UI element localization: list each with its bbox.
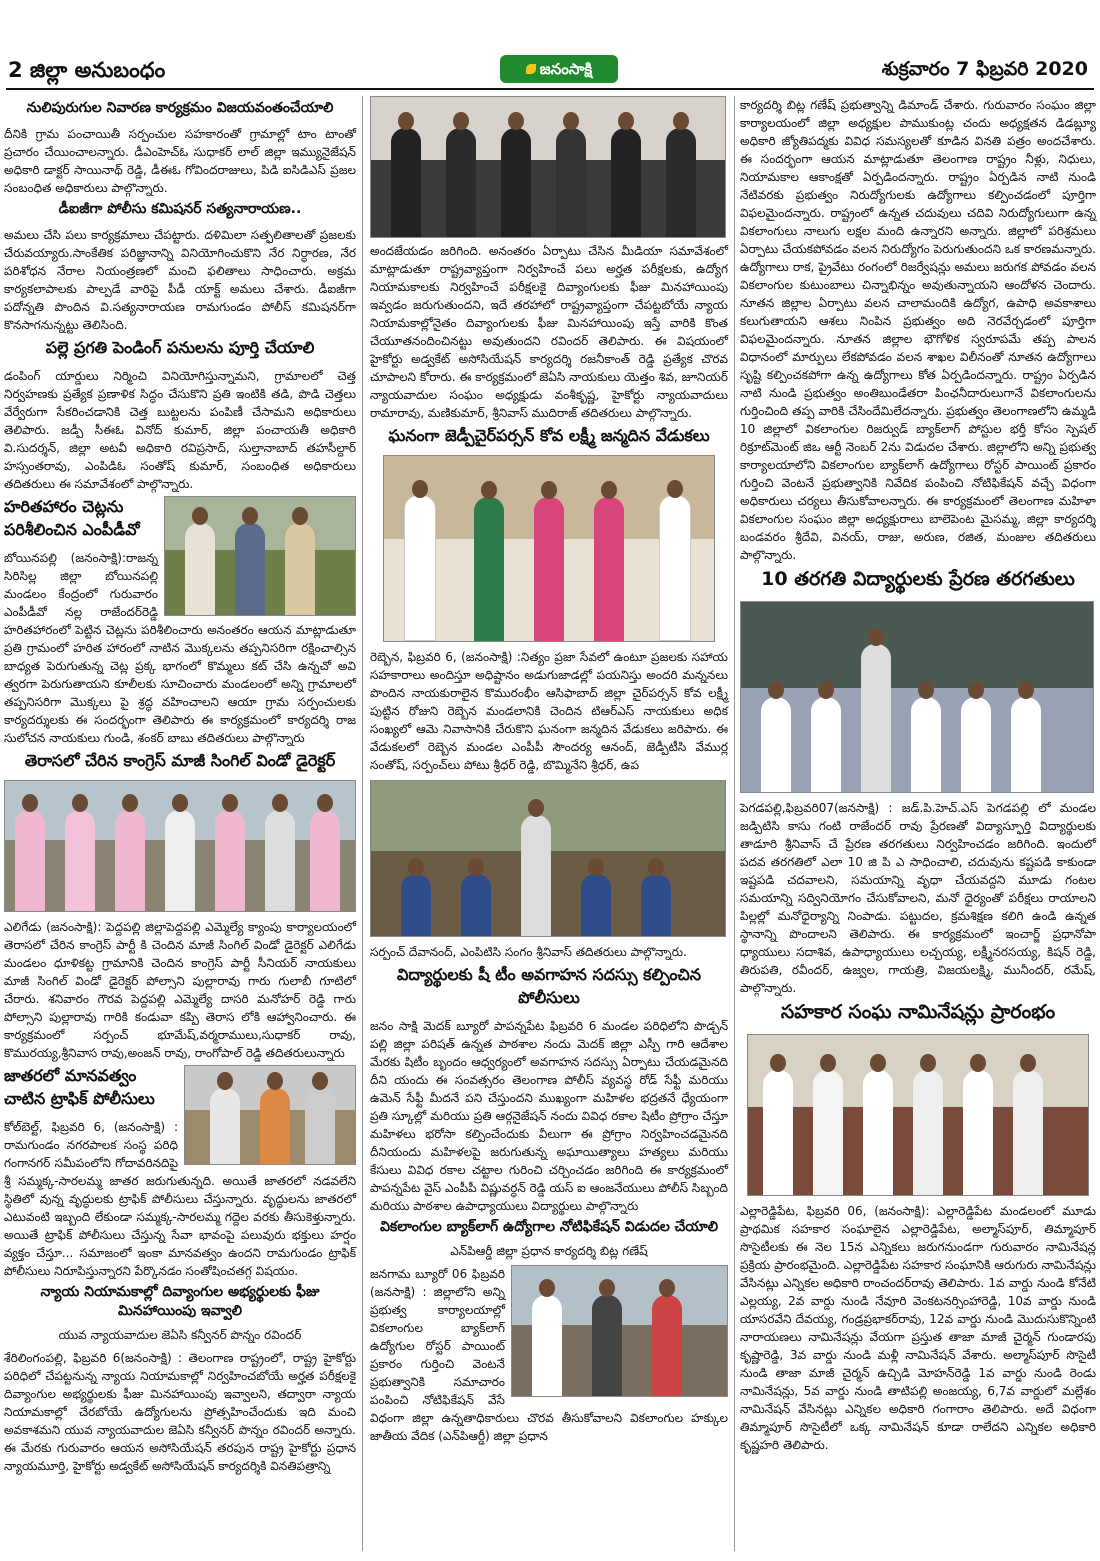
headline: విద్యార్థులకు షీ టీం అవగాహన సదస్సు కల్పించిన పోలీసులు — [397, 965, 701, 1007]
headline: వికలాంగుల బ్యాక్‌లాగ్ ఉద్యోగాల నోటిఫికేషన్ విడుదల చేయాలి — [379, 1219, 719, 1235]
article-body: డంపింగ్ యార్డులు నిర్మించి వినియోగిస్తున్నామని, గ్రామాలలో చెత్త నిర్వహణకు ప్రత్యేక ప్రణాళిక సిద్ధం చేసుకొని ప్రతి ఇంటికి తడి, పొడి చెత్తలు వేర్వేరుగా సేకరించడానికి చెత్త బుట్టలను పంపిణీ చేసామని అధికారులు తెలిపారు. జడ్పీ సీఈఓ వినోద్ కుమార్, జిల్లా పంచాయతీ అధికారి వి.సుదర్శన్, జిల్లా అటవీ అధికారి రవిప్రసాద్, సుల్తానాబాద్ తహసీల్దార్ హస్సంతరావు, ఎంపిడిఓ సంతోష్ కుమార్, సంబంధిత అధికారులు తదితరులు ఈ సమావేశంలో పాల్గొన్నారు. — [4, 369, 356, 491]
article-photo — [740, 601, 1094, 793]
masthead — [0, 0, 1100, 92]
masthead-rule — [6, 88, 1094, 90]
column-divider — [734, 96, 735, 1551]
headline: హరితహారం చెట్లను పరిశీలించిన ఎంపీడీవో — [4, 497, 140, 539]
column-2 — [370, 96, 728, 1448]
subheadline: యువ న్యాయవాదుల జెఏసి కన్వీనర్ పొన్నం రవిందర్ — [58, 1328, 302, 1342]
article-photo — [511, 1265, 728, 1397]
article-photo — [370, 96, 726, 238]
article-body: జనం సాక్షి మెదక్ బ్యూరో పాపన్నపేట ఫిబ్రవరి 6 మండల పరిధిలోని పొడ్చన్ పల్లి జిల్లా పరిషత్ ఉన్నత పాఠశాల నందు మెదక్ జిల్లా ఎస్పీ గారి ఆదేశాల మేరకు షిటీం బృందం ఆధ్వర్యంలో అవగాహన సదస్సు ఏర్పాటు చేయడమైనది దీని యందు ఈ సంవత్సరం తెలంగాణ పోలీస్ వ్యవస్థ రోడ్ సేఫ్టీ మరియు ఉమెన్ సేఫ్టీ మీదనే పని చేస్తుందని ముఖ్యంగా మహిళల భద్రతనే ధ్యేయంగా ప్రతి స్కూల్లో మరియు ప్రతి ఆర్గనైజేషన్ నందు వివిధ రకాల షిటీం ప్రోగ్రాం చేస్తూ మహిళలు భరోసా కల్పించేందుకు వీలుగా ఈ ప్రోగ్రాం నిర్వహించడమైనది దీనియందు మహిళలపై జరుగుతున్న అఘాయిత్యాలు హత్యలు మరియు కేసులు వివిధ రకాల చట్టాల గురించి చర్చించడం జరిగింది ఈ కార్యక్రమంలో పాపన్నపేట వైస్ ఎంపీపీ విష్ణువర్ధన్ రెడ్డి యస్ ఐ ఆంజనేయులు పోలీస్ సిబ్బంది మరియు పాఠశాల ఉపాధ్యాయులు విద్యార్థులు పాల్గొన్నారు — [370, 1019, 728, 1213]
headline: న్యాయ నియామకాల్లో దివ్యాంగుల అభ్యర్థులకు ఫీజు మినహాయింపు ఇవ్వాలి — [40, 1284, 320, 1319]
article-body: రెబ్బెన, ఫిబ్రవరి 6, (జనంసాక్షి) :నిత్యం ప్రజా సేవలో ఉంటూ ప్రజలకు సహాయ సహకారాలు అందిస్తూ అధిష్టానం అడుగుజాడల్లో పయనిస్తు అందరి మన్ననలు పొందిన నాయకురాలైన కొమురంభీం ఆసిఫాబాద్ జిల్లా చైర్‌పర్సన్ కోవ లక్ష్మీ పుట్టిన రోజుని రెబ్బెన మండలానికి చెందిన టిఆర్ఎస్ నాయకులు అధిక సంఖ్యలో ఆమె నివాసానికి చేరుకొని ఘనంగా జన్మదిన వేడుకలు జరిపారు. ఈ వేడుకలలో రెబ్బెన మండల ఎంపీపీ సౌందర్య ఆనంద్, జెడ్పీటీసి వేముర్ల సంతోష్, సర్పంచ్‌లు పోటు శ్రీధర్ రెడ్డి, బొమ్మినేని శ్రీధర్, ఉప — [370, 650, 728, 772]
headline: నులిపురుగుల నివారణ కార్యక్రమం విజయవంతంచేయాలి — [26, 100, 334, 116]
headline: ఘనంగా జెడ్పీచైర్‌పర్సన్ కోవ లక్ష్మీ జన్మదిన వేడుకలు — [388, 426, 710, 445]
headline: తెరాసలో చేరిన కాంగ్రెస్ మాజీ సింగిల్ విండో డైరెక్టర్ — [24, 751, 336, 770]
article-body: కోల్‌బెల్ట్, ఫిబ్రవరి 6, (జనంసాక్షి) : రామగుండం నగరపాలక సంస్థ పరిధి గంగానగర్ సమీపంలోని గోదావరినదిపై శ్రీ సమ్మక్క-సారలమ్మ జాతర జరుగుతున్నది. అయితే జాతరలో నడవలేని స్థితిలో వున్న వృద్ధులకు ట్రాఫిక్ పోలీసులు చేస్తున్నారు. వృద్ధులను జాతరలో ఎటువంటి ఇబ్బంది లేకుండా సమ్మక్క-సారలమ్మ గద్దెల వరకు తీసుకెళ్తున్నారు. అయితే ట్రాఫిక్ పోలీసులు చేస్తున్న సేవా భావంపై పలువురు భక్తులు హర్షం వ్యక్తం చేస్తూ... సమాజంలో ఇంకా మానవత్వం ఉందని రామగుండం ట్రాఫిక్ పోలీసులు నిరూపిస్తున్నారని పేర్కొనడం సంతోషించతగ్గ విషయం. — [4, 1120, 356, 1278]
article-photo — [164, 496, 356, 616]
leaf-icon — [526, 64, 536, 74]
article-photo — [383, 455, 715, 642]
newspaper-logo — [500, 55, 618, 83]
headline: డీఐజీగా పోలీసు కమిషనర్ సత్యనారాయణ.. — [58, 201, 302, 217]
headline: 10 తరగతి విద్యార్థులకు ప్రేరణ తరగతులు — [761, 568, 1075, 590]
article-photo — [184, 1065, 356, 1165]
headline: జాతరలో మానవత్వం చాటిన ట్రాఫిక్ పోలీసులు — [4, 1066, 155, 1108]
article-body: శేరిలింగంపల్లి, ఫిబ్రవరి 6(జనంసాక్షి) : తెలంగాణ రాష్ట్రంలో, రాష్ట్ర హైకోర్టు పరిధిలో చేపట్టనున్న న్యాయ నియామకాల్లో నిర్వహించబోయే అర్హత పరీక్షలకై దివ్యాంగుల అభ్యర్థులకు ఫీజు మినహాయింపు ఇవ్వాలని, తద్వారా న్యాయ నియామకాల్లో చేరబోయే ఉద్యోగులను ప్రోత్సహించేందుకు ఇది మంచి అవకాశమని యువ న్యాయవాదుల జెఏసి కన్వీనర్ పొన్నం రవిందర్ అన్నారు. ఈ మేరకు గురువారం ఆయన అసోసియేషన్ తరపున రాష్ట్ర హైకోర్టు ప్రధాన న్యాయమూర్తి, హైకోర్టు అడ్వకేట్ అసోసియేషన్ కార్యదర్శికి వినతిపత్రాన్ని — [4, 1351, 356, 1473]
page-section-label: 2 జిల్లా అనుబంధం — [8, 58, 166, 82]
headline: సహకార సంఘ నామినేషన్లు ప్రారంభం — [780, 1001, 1056, 1023]
article-body: జనగామ బ్యూరో 06 ఫిబ్రవరి (జనసాక్షి) : జిల్లాలోని అన్ని ప్రభుత్వ కార్యాలయాల్లో వికలాంగుల బ్యాక్‌లాగ్ ఉద్యోగుల రోస్టర్ పాయింట్ ప్రకారం గుర్తించి వెంటనే ప్రభుత్వానికి సమాచారం పంపించి నోటిఫికేషన్ వేసే విధంగా జిల్లా ఉన్నతాధికారులు చొరవ తీసుకోవాలని వికలాంగుల హక్కుల జాతీయ వేదిక (ఎన్‌పిఆర్డీ) జిల్లా ప్రధాన — [370, 1267, 728, 1443]
column-divider — [362, 96, 363, 1551]
photo-caption: సర్పంచ్ దేవానంద్, ఎంపిటిసి సంగం శ్రీనివాస్ తదితరులు పాల్గొన్నారు. — [370, 945, 687, 959]
article-body: బోయినపల్లి (జనంసాక్షి):రాజన్న సిరిసిల్ల జిల్లా బోయినపల్లి మండలం కేంద్రంలో గురువారం ఎంపీడీవో నల్ల రాజేందర్‌రెడ్డి హరితహారంలో పెట్టిన చెట్లను పరిశీలించారు అనంతరం ఆయన మాట్లాడుతూ ప్రతి గ్రామంలో హరిత హారంలో నాటిన మొక్కలను తప్పనిసరిగా రక్షించాల్సిన బాధ్యత పెరుగుతున్న చెట్ల ప్రక్క భాగంలో కొమ్మలు కట్ చేసి ఉన్నచో అవి త్వరగా పెరుగుతాయని కూలీలకు సూచించారు మండలంలో అన్ని గ్రామాలలో తప్పనిసరిగా మొక్కలు పై శ్రద్ధ వహించాలని ఆయా గ్రామ సర్పంచులకు కార్యదర్శులకు ఈ సందర్భంగా తెలిపారు ఈ కార్యక్రమంలో కార్యదర్శి రాజ సులోచన నాయకులు గుండి, శంకర్ బాబు తదితరులు పాల్గొన్నారు — [4, 551, 356, 745]
logo-text: జనంసాక్షి — [539, 60, 593, 78]
article-body: అందజేయడం జరిగింది. అనంతరం ఏర్పాటు చేసిన మీడియా సమావేశంలో మాట్లాడుతూ రాష్ట్రవ్యాప్తంగా నిర్వహించే పలు అర్హత పరీక్షలకు, ఉద్యోగ నియామకాలకు నిర్వహించే పరీక్షలకై దివ్యాంగులకు ఫీజు మినహాయింపు ఇవ్వడం జరుగుతుందని, ఇదే తరహాలో రాష్ట్రవ్యాప్తంగా చేపట్టబోయే న్యాయ నియామకాల్లోనైతం దివ్యాంగులకు ఫీజు మినహాయింపు ఇస్తే వారికి కొంత చేయూతనందించినట్టు అవుతుందని రవిందర్ తెలిపారు. ఈ విషయంలో హైకోర్టు అడ్వకేట్ అసోసియేషన్ కార్యదర్శి రజనీకాంత్ రెడ్డి ప్రత్యేక చొరవ చూపాలని కోరారు. ఈ కార్యక్రమంలో జెఏసి నాయకులు యెత్తం శివ, జూనియర్ న్యాయవాదుల సంఘం అధ్యక్షుడు వంశీకృష్ణ, హైకోర్టు న్యాయవాదులు రామారావు, మణికుమార్, శ్రీనివాస్ ముదిరాజ్ తదితరులు పాల్గొన్నారు. — [370, 244, 728, 420]
article-body: కార్యదర్శి బిట్ల గణేష్ ప్రభుత్వాన్ని డిమాండ్ చేశారు. గురువారం సంఘం జిల్లా కార్యాలయంలో జిల్లా అధ్యక్షుల పాముకుంట్ల చందు అధ్యక్షతన డిడబ్ల్యూ అధికారి జ్యోతిపద్మకు వివిధ సమస్యలతో కూడిన వినతి పత్రం అందచేశారు. ఈ సందర్భంగా ఆయన మాట్లాడుతూ తెలంగాణ రాష్ట్రం నీళ్లు, నిధులు, నియామకాల ఆకాంక్షతో ఏర్పడిందన్నారు. రాష్ట్రం ఏర్పడిన నాటి నుండి నేటివరకు ప్రభుత్వం నిరుద్యోగులకు ఉద్యోగాలు కల్పించడంలో పూర్తిగా విఫలమైందన్నారు. రాష్ట్రంలో ఉన్నత చదువులు చదివి నిరుద్యోగులుగా ఉన్న వికలాంగులు నాలుగు లక్షల మంది ఉన్నారని అన్నారు. జిల్లాలో పరిశ్రమలు ఏర్పాటు చేయకపోవడం వలన నిరుద్యోగం పెరుగుతుందని ఒక కారణమన్నారు. ఉద్యోగాలు రాక, ప్రైవేటు రంగంలో రిజర్వేషన్లు అమలు జరుగక పోవడం వలన వికలాంగుల కుటుంబాలు చిన్నాభిన్నం అవుతున్నాయని ఆందోళన చెందారు. నూతన జిల్లాల ఏర్పాటు వలన చాలామందికి ఉద్యోగ, ఉపాధి అవకాశాలు కలుగుతాయని ఆశలు నింపిన ప్రభుత్వం అది నెరవేర్చడంలో పూర్తిగా విఫలమైందన్నారు. నూతన జిల్లాల భౌగోళిక స్వరూపమే తప్ప పాలన విధానంలో మార్పులు లేకపోవడం వలన శాఖల విలీనంతో నూతన ఉద్యోగాలు సృష్టి కల్పించకపోగా ఉన్న ఉద్యోగాలు కోత ఏర్పడిందన్నారు. రాష్ట్రం ఏర్పడిన నాటి నుండి ప్రభుత్వం అంతిబుండేతరా పింఛనీదారులుగానే వికలాంగులను గుర్తించింది తప్ప వారికి చేసిందేమిలేదన్నారు. ప్రభుత్వం తెలంగాణలోని ఉమ్మడి 10 జిల్లాలో వికలాంగుల రిజర్వుడ్ బ్యాక్‌లాగ్ పోస్టుల భర్తీ కోసం స్పెషల్ రిక్రూట్‌మెంట్ జిఒ ఆర్టీ నెంబర్ 2ను విడుదల చేశారు. జిల్లాలోని అన్ని ప్రభుత్వ కార్యాలయాలోని వికలాంగుల బ్యాక్‌లాగ్ ఉద్యోగాలు రోస్టర్ పాయింట్ ప్రకారం గుర్తించి వెంటనే ప్రభుత్వానికి నివేదిక పంపించి నోటిఫికేషన్ వచ్చే విధంగా అధికారులు చర్యలు తీసుకోవాలన్నారు. ఈ కార్యక్రమంలో తెలంగాణ మహిళా వికలాంగుల సంఘం జిల్లా అధ్యక్షురాలు బాలెపెంట మైసమ్మ, జిల్లా కార్యదర్శి బండవరం శ్రీదేవి, వినయ్, రాజు, అరుణ, రజిత, మంజుల తదితరులు పాల్గొన్నారు. — [740, 98, 1096, 562]
issue-date: శుక్రవారం 7 ఫిబ్రవరి 2020 — [881, 58, 1088, 80]
headline: పల్లె ప్రగతి పెండింగ్ పనులను పూర్తి చేయాలి — [45, 338, 315, 357]
article-photo — [370, 780, 726, 937]
article-body: ఎల్లారెడ్డిపేట, ఫిబ్రవరి 06, (జనంసాక్షి): ఎల్లారెడ్డిపేట మండలంలో మూడు ప్రాథమిక సహకార సంఘాలైన ఎల్లారెడ్డిపేట, అల్మాస్‌పూర్, తిమ్మాపూర్ సొసైటీలకు ఈ నెల 15న ఎన్నికలు జరుగనుండగా గురువారం నామినేషన్ల ప్రక్రియ ప్రారంభమైంది. ఎల్లారెడ్డిపేట సహకార సంఘానికి ఆరుగురు నామినేషన్లు వేసినట్లు ఎన్నికల అధికారి రాంచందర్‌రావు తెలిపారు. 1వ వార్డు నుండి కోనేటి ఎల్లయ్య, 2వ వార్డు నుండి నేవూరి వెంకటనర్సింహారెడ్డి, 10వ వార్డు నుండి యాసరవేని దేవయ్య, గండ్రప్రభాకర్‌రావు, 12వ వార్డు నుండి మొదుసుకొన్నింటి నారాయణలు నామినేషన్లు వేయగా ప్రస్తుత తాజా మాజీ చైర్మన్ గుండారపు కృష్ణారెడ్డి, 3వ వార్డు నుండి మళ్లీ నామినేషన్ వేశారు. అల్మాస్‌పూర్ సొసైటీ నుండి తాజా మాజీ చైర్మన్ ఉచ్చిడి మోహన్‌రెడ్డి 1వ వార్డు నుండి రెండు నామినేషన్లు, 5వ వార్డు నుండి తాటిపల్లి అంజయ్య, 6,7వ వార్డులో మల్లేశం నామినేషన్ వేసినట్లు ఎన్నికల అధికారి గంగారాం తెలిపారు. అదే విధంగా తిమ్మాపూర్ సొసైటీలో ఒక్క నామినేషన్ కూడా రాలేదని ఎన్నికల అధికారి కృష్ణహరి తెలిపారు. — [740, 1204, 1096, 1452]
column-3 — [740, 96, 1096, 1457]
article-photo — [747, 1034, 1089, 1196]
article-body: ఎలిగేడు (జనంసాక్షి): పెద్దపల్లి జిల్లాపెద్దపల్లి ఎమ్మెల్యే క్యాంపు కార్యాలయంలో తెరాసలో చేరిన కాంగ్రెస్ పార్టీ కి చెందిన మాజీ సింగిల్ విండో డైరెక్టర్ ఎలిగేడు మండలం ధూళికట్ట గ్రామానికి చెందిన కాంగ్రెస్ పార్టీ సీనియర్ నాయకులు మాజీ సింగిల్ విండో డైరెక్టర్ పోల్సాని పుల్లారావు గారు గులాబీ గూటిలో చేరారు. శనివారం గౌరవ పెద్దపల్లి ఎమ్మెల్యే దాసరి మనోహర్ రెడ్డి గారు పోల్సాని పుల్లారావు గారికి కండువా కప్పి తెరాస లోకి ఆహ్వానించారు. ఈ కార్యక్రమంలో సర్పంచ్ భూమేష్,వర్మరాములు,సుధాకర్ రావు, కొమురయ్య,శ్రీనివాస రావు,అంజన్ రావు, రాంగోపాల్ రెడ్డి తదితరులున్నారు — [4, 920, 356, 1060]
article-body: దీనికి గ్రామ పంచాయితీ సర్పంచుల సహకారంతో గ్రామాల్లో టాం టాంతో ప్రచారం చేయించాలన్నారు. డీఎంహెచ్ఓ సుధాకర్ లాల్ జిల్లా ఇమ్యునైజేషన్ అధికారి డాక్టర్ సాయినాథ్ రెడ్డి, డీఈఓ గోవిందరాజులు, పిడి ఐసిడిఎస్ ప్రజల సంబంధిత అధికారులు పాల్గొన్నారు. — [4, 127, 356, 195]
article-body: అమలు చేసి పలు కార్యక్రమాలు చేపట్టారు. దళిమిలా సత్ఫలితాలతో ప్రజలకు చేరువయ్యారు.సాంకేతిక పరిజ్ఞానాన్ని వినియోగించుకొని నేర నిర్ధారణ, నేర పరిశోధన నేరాల నియంత్రణలో మంచి ఫలితాలు సాధించారు. అక్రమ కార్యకలాపాలకు పాల్పడే వారిపై పీడీ యాక్ట్ అమలు చేశారు. డీఐజీగా పదోన్నతి పొందిన వి.సత్యనారాయణ రామగుండం పోలీస్ కమిషనర్‌గా కొనసాగనున్నట్టు తెలిసింది. — [4, 228, 356, 332]
subheadline: ఎన్‌పిఆర్డీ జిల్లా ప్రధాన కార్యదర్శి బిట్ల గణేష్ — [450, 1244, 648, 1258]
article-photo — [4, 780, 356, 912]
column-1 — [4, 96, 356, 1478]
article-body: పెగడపల్లి,ఫిబ్రవరి07(జనసాక్షి) : జడ్.పి.హెచ్.ఎస్ పెగడపల్లి లో మండల జడ్పిటిసి కాసు గంటి రాజేందర్ రావు ప్రేరణతో విద్యాస్ఫూర్తి విద్యార్థులకు తాడూరి శ్రీనివాస్ చే ప్రేరణ తరగతులు నిర్వహించడం జరిగింది. ఇందులో పదవ తరగతిలో ఎలా 10 జి పి ఎ సాధించాలి, చదువును కష్టపడి కాకుండా ఇష్టపడి చదవాలని, సమయాన్ని వృధా చేయవద్దని మూడు గంటల సమయాన్ని సద్వినియోగం చేసుకోవాలని, మనో ధైర్యంతో పరీక్షలు రాయాలని పిల్లల్లో మనోధైర్యాన్ని నింపాడు. పట్టుదల, క్రమశిక్షణ కలిగి ఉండి ఉన్నత స్థానాన్ని పొందాలని తెలిపారు. ఈ కార్యక్రమంలో ఇంచార్జ్ ప్రధానోపా ధ్యాయులు సదాశివ, ఉపాధ్యాయులు లచ్చయ్య, లక్ష్మీనరసయ్య, కిషన్ రెడ్డి, తిరుపతి, రవీందర్, ఉజ్వల, గాయత్రి, విజయలక్ష్మి, మునీందర్, రమేష్, పాల్గొన్నారు. — [740, 801, 1096, 995]
